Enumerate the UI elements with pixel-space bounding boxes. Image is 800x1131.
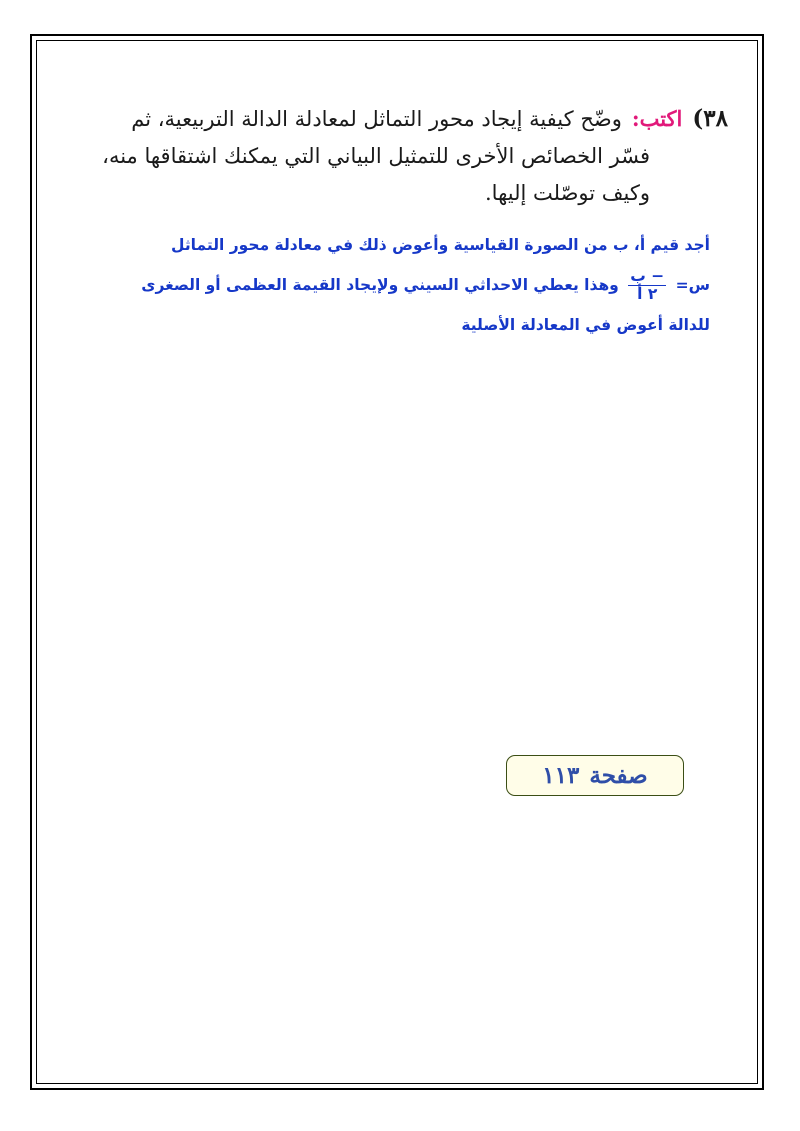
answer-line-3: للدالة أعوض في المعادلة الأصلية [461,316,710,334]
answer-line-2 [130,265,710,305]
fraction-denominator: ٢ أ [637,285,658,303]
question-number: ٣٨) [692,105,728,132]
answer-line-2-text: وهذا يعطي الاحداثي السيني ولإيجاد القيمة العظمى أو الصغرى [141,276,619,294]
question-block [102,100,728,212]
question-line-3: وكيف توصّلت إليها. [485,181,650,205]
page-word: صفحة [589,762,648,789]
answer-formula-prefix: س= [675,276,710,294]
page-number-label [506,755,684,796]
page-number: ١١٣ [542,762,580,789]
question-line-1 [128,100,728,138]
answer-line-1: أجد قيم أ، ب من الصورة القياسية وأعوض ذلك في معادلة محور التماثل [171,236,710,254]
symmetry-axis-fraction [628,266,666,303]
answer-block [130,225,710,345]
fraction-numerator: − ب [630,266,665,285]
question-keyword: اكتب: [631,106,683,131]
question-text-1: وضّح كيفية إيجاد محور التماثل لمعادلة الدالة التربيعية، ثم [131,107,622,131]
question-line-2: فسّر الخصائص الأخرى للتمثيل البياني التي يمكنك اشتقاقها منه، [102,144,650,168]
